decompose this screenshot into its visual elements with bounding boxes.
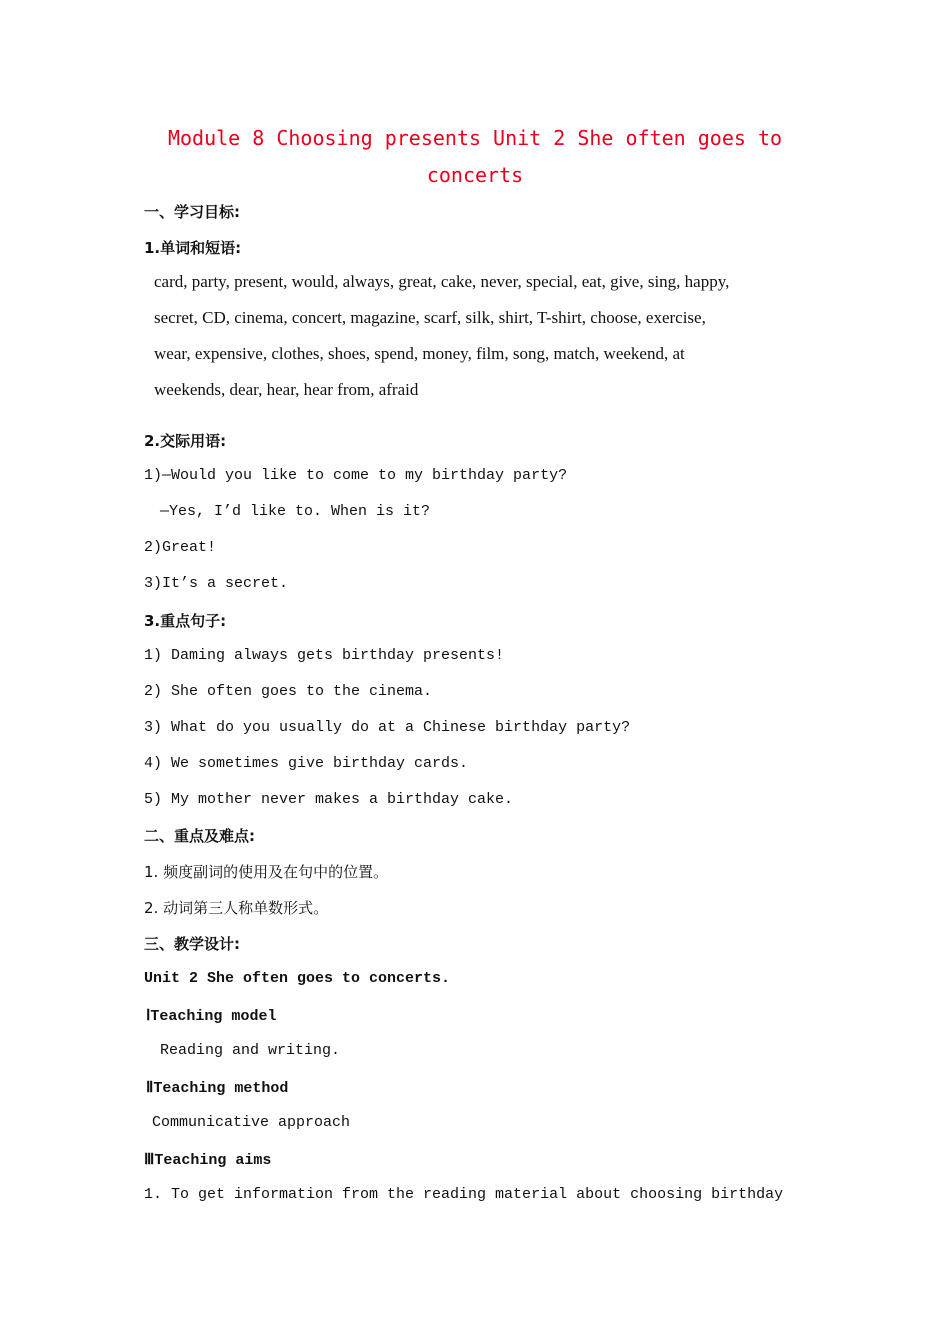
- expression-line: 1)—Would you like to come to my birthday party?: [144, 467, 568, 484]
- key-sentence: 2) She often goes to the cinema.: [144, 683, 433, 700]
- teaching-aims-heading: ⅢTeaching aims: [144, 1152, 272, 1169]
- subheading-expressions: 2.交际用语:: [144, 432, 227, 450]
- unit-title: Unit 2 She often goes to concerts.: [144, 970, 451, 987]
- document-title-line-2: concerts: [426, 163, 524, 187]
- vocab-line: secret, CD, cinema, concert, magazine, scarf, silk, shirt, T-shirt, choose, exercise,: [154, 308, 706, 327]
- expression-line: 3)It’s a secret.: [144, 575, 289, 592]
- expression-line: —Yes, I’d like to. When is it?: [160, 503, 431, 520]
- section-heading-objectives: 一、学习目标:: [144, 203, 240, 221]
- teaching-method-text: Communicative approach: [152, 1114, 351, 1131]
- teaching-model-heading: ⅠTeaching model: [146, 1008, 277, 1025]
- key-point-item: 2. 动词第三人称单数形式。: [144, 899, 329, 917]
- key-sentence: 5) My mother never makes a birthday cake.: [144, 791, 514, 808]
- section-heading-teaching-design: 三、教学设计:: [144, 935, 240, 953]
- vocab-line: wear, expensive, clothes, shoes, spend, money, film, song, match, weekend, at: [154, 344, 685, 363]
- subheading-key-sentences: 3.重点句子:: [144, 612, 227, 630]
- key-sentence: 1) Daming always gets birthday presents!: [144, 647, 505, 664]
- key-sentence: 3) What do you usually do at a Chinese birthday party?: [144, 719, 631, 736]
- expression-line: 2)Great!: [144, 539, 217, 556]
- section-heading-key-points: 二、重点及难点:: [144, 827, 255, 845]
- document-title-line-1: Module 8 Choosing presents Unit 2 She often goes to: [167, 126, 783, 150]
- vocab-line: weekends, dear, hear, hear from, afraid: [154, 380, 419, 399]
- subheading-vocabulary: 1.单词和短语:: [144, 239, 242, 257]
- key-point-item: 1. 频度副词的使用及在句中的位置。: [144, 863, 389, 881]
- teaching-model-text: Reading and writing.: [160, 1042, 341, 1059]
- key-sentence: 4) We sometimes give birthday cards.: [144, 755, 469, 772]
- vocab-line: card, party, present, would, always, great, cake, never, special, eat, give, sing, happy,: [154, 272, 730, 291]
- teaching-aims-item: 1. To get information from the reading material about choosing birthday: [144, 1186, 784, 1203]
- teaching-method-heading: ⅡTeaching method: [146, 1080, 289, 1097]
